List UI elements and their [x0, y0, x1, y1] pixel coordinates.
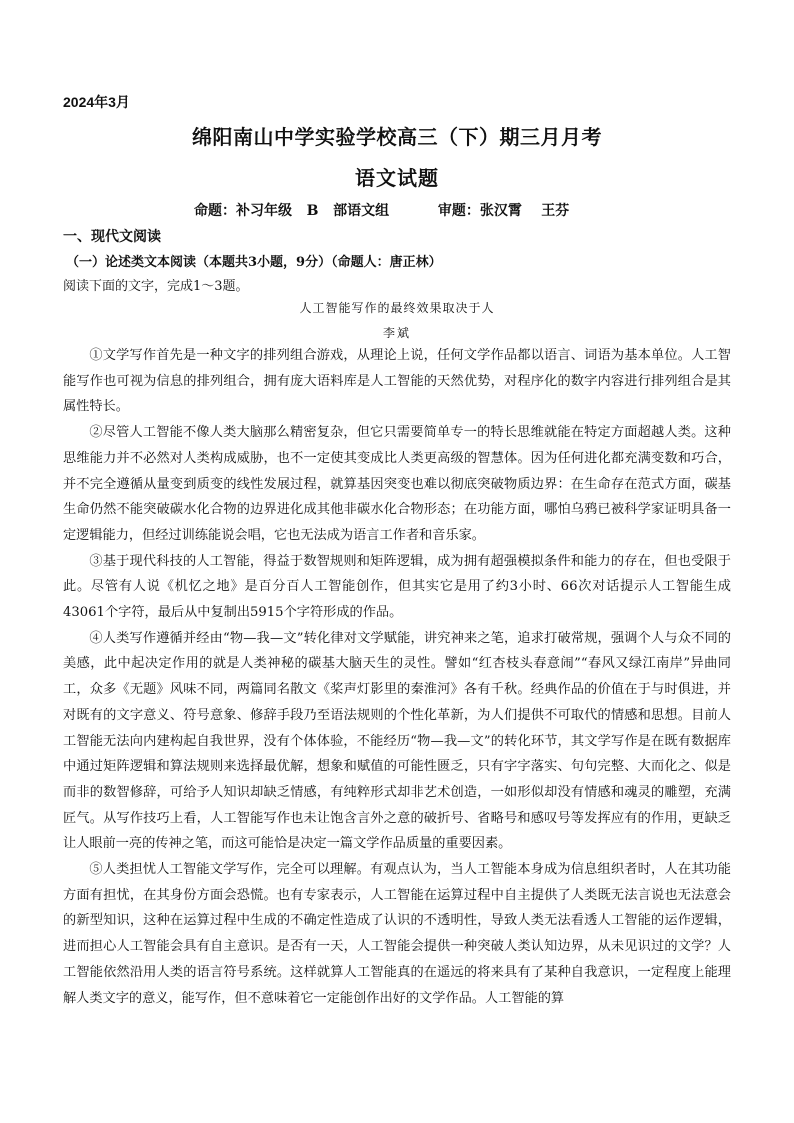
article-paragraph-3: ③基于现代科技的人工智能，得益于数智规则和矩阵逻辑，成为拥有超强模拟条件和能力的存在，但也受限于此。尽管有人说《机忆之地》是百分百人工智能创作，但其实它是用了约3小时、66次对话提示人工智能生成43061个字符，最后从中复制出5915个字符形成的作品。 — [63, 553, 731, 621]
exam-setters: 命题：补习年级 B 部语文组 审题：张汉霄 王芬 — [194, 203, 570, 219]
article-paragraph-2: ②尽管人工智能不像人类大脑那么精密复杂，但它只需要简单专一的特长思维就能在特定方面超越人类。这种思维能力并不必然对人类构成威胁，也不一定使其变成比人类更高级的智慧体。因为任何进化都充满变数和巧合，并不完全遵循从量变到质变的线性发展过程，就算基因突变也难以彻底突破物质边界：在生命存在范式方面，碳基生命仍然不能突破碳水化合物的边界进化成其他非碳水化合物形态；在功能方面，哪怕乌鸦已被科学家证明具备一定逻辑能力，但经过训练能说会唱，它也无法成为语言工作者和音乐家。 — [63, 425, 731, 543]
exam-date: 2024年3月 — [63, 94, 130, 110]
article-body — [63, 343, 731, 1011]
exam-subtitle: 语文试题 — [355, 166, 439, 190]
article-title: 人工智能写作的最终效果取决于人 — [299, 301, 495, 315]
reading-instruction: 阅读下面的文字，完成1～3题。 — [63, 279, 249, 294]
exam-title: 绵阳南山中学实验学校高三（下）期三月月考 — [192, 125, 602, 149]
article-paragraph-1: ①文学写作首先是一种文字的排列组合游戏，从理论上说，任何文学作品都以语言、词语为基本单位。人工智能写作也可视为信息的排列组合，拥有庞大语料库是人工智能的天然优势，对程序化的数字内容进行排列组合是其属性特长。 — [63, 348, 731, 415]
article-paragraph-5: ⑤人类担忧人工智能文学写作，完全可以理解。有观点认为，当人工智能本身成为信息组织者时，人在其功能方面有担忧，在其身份方面会恐慌。也有专家表示，人工智能在运算过程中自主提供了人类既无法言说也无法意会的新型知识，这种在运算过程中生成的不确定性造成了认识的不透明性，导致人类无法看透人工智能的运作逻辑，进而担心人工智能会具有自主意识。是否有一天，人工智能会提供一种突破人类认知边界，从未见识过的文学？人工智能依然沿用人类的语言符号系统。这样就算人工智能真的在遥远的将来具有了某种自我意识，一定程度上能理解人类文字的意义，能写作，但不意味着它一定能创作出好的文学作品。人工智能的算 — [63, 862, 731, 1006]
article-paragraph-4: ④人类写作遵循并经由“物—我—文”转化律对文学赋能，讲究神来之笔，追求打破常规，强调个人与众不同的美感，此中起决定作用的就是人类神秘的碳基大脑天生的灵性。譬如“红杏枝头春意闹”“春风又绿江南岸”异曲同工，众多《无题》风味不同，两篇同名散文《桨声灯影里的秦淮河》各有千秋。经典作品的价值在于与时俱进，并对既有的文字意义、符号意象、修辞手段乃至语法规则的个性化革新，为人们提供不可取代的情感和思想。目前人工智能无法向内建构起自我世界，没有个体体验，不能经历“物—我—文”的转化环节，其文学写作是在既有数据库中通过矩阵逻辑和算法规则来选择最优解，想象和赋值的可能性匮乏，只有字字落实、句句完整、大而化之、似是而非的数智修辞，可给予人知识却缺乏情感，有纯粹形式却非艺术创造，一如形似却没有情感和魂灵的雕塑，充满匠气。从写作技巧上看，人工智能写作也未让饱含言外之意的破折号、省略号和感叹号等发挥应有的作用，更缺乏让人眼前一亮的传神之笔，而这可能恰是决定一篇文学作品质量的重要因素。 — [63, 630, 731, 852]
article-author: 李斌 — [382, 326, 411, 340]
section-heading: 一、现代文阅读 — [63, 229, 161, 245]
subsection-heading: （一）论述类文本阅读（本题共3小题，9分）（命题人：唐正林） — [66, 255, 442, 270]
